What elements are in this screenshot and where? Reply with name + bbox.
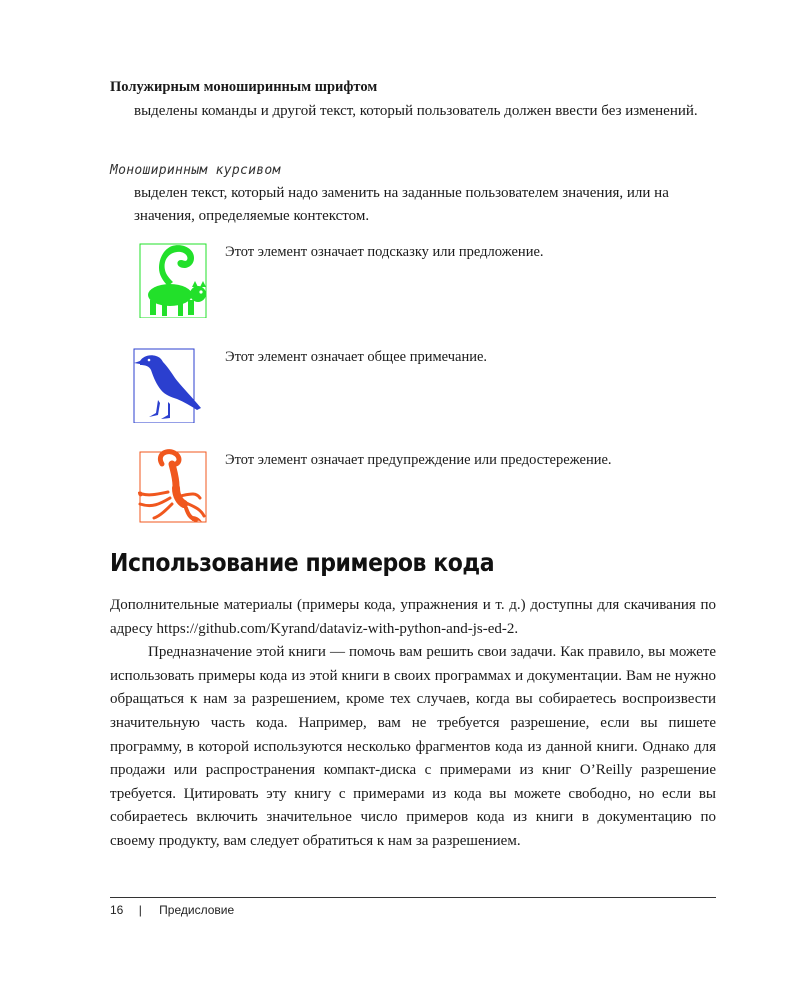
note-admonition <box>132 345 732 425</box>
bold-mono-definition: выделены команды и другой текст, который пользователь должен ввести без изменений. <box>134 103 698 119</box>
page-number: 16 <box>110 903 124 917</box>
note-text: Этот элемент означает общее примечание. <box>225 349 488 365</box>
italic-mono-term: Моноширинным курсивом <box>110 163 281 178</box>
section-heading: Использование примеров кода <box>110 548 495 577</box>
footer-separator: | <box>138 903 142 917</box>
warning-text: Этот элемент означает предупреждение или предостережение. <box>225 452 612 468</box>
paragraph-2: Предназначение этой книги — помочь вам решить свои задачи. Как правило, вы можете использовать примеры кода из этой книги в своих программах и документации. Вам не нужно обращаться к нам за разрешением, кроме тех случаев, когда вы собираетесь воспроизвести значительную часть кода. Например, вам не требуется разрешение, если вы пишете программу, в которой используются несколько фрагментов кода из данной книги. Однако для продажи или распространения компакт-диска с примерами из книг O’Reilly разрешение требуется. Цитировать эту книгу с примерами из кода вы можете свободно, но если вы собираетесь включить значительное число примеров кода из книги в документацию по своему продукту, вам следует обратиться к нам за разрешением. <box>110 644 716 849</box>
tip-text: Этот элемент означает подсказку или предложение. <box>225 244 544 260</box>
scorpion-icon <box>132 448 210 526</box>
page-footer <box>110 903 234 917</box>
section-body <box>110 594 716 854</box>
bold-mono-term: Полужирным моноширинным шрифтом <box>110 79 378 95</box>
paragraph-1: Дополнительные материалы (примеры кода, упражнения и т. д.) доступны для скачивания по адресу https://github.com/Kyrand/dataviz-with-python-and-js-ed-2. <box>110 597 716 637</box>
lemur-icon <box>132 240 210 318</box>
tip-admonition <box>132 240 732 320</box>
warning-admonition <box>132 448 732 528</box>
chapter-name: Предисловие <box>159 903 235 917</box>
footer-divider <box>110 897 716 898</box>
bird-icon <box>132 345 210 423</box>
italic-mono-definition: выделен текст, который надо заменить на заданные пользователем значения, или на значения, определяемые контекстом. <box>134 185 669 224</box>
